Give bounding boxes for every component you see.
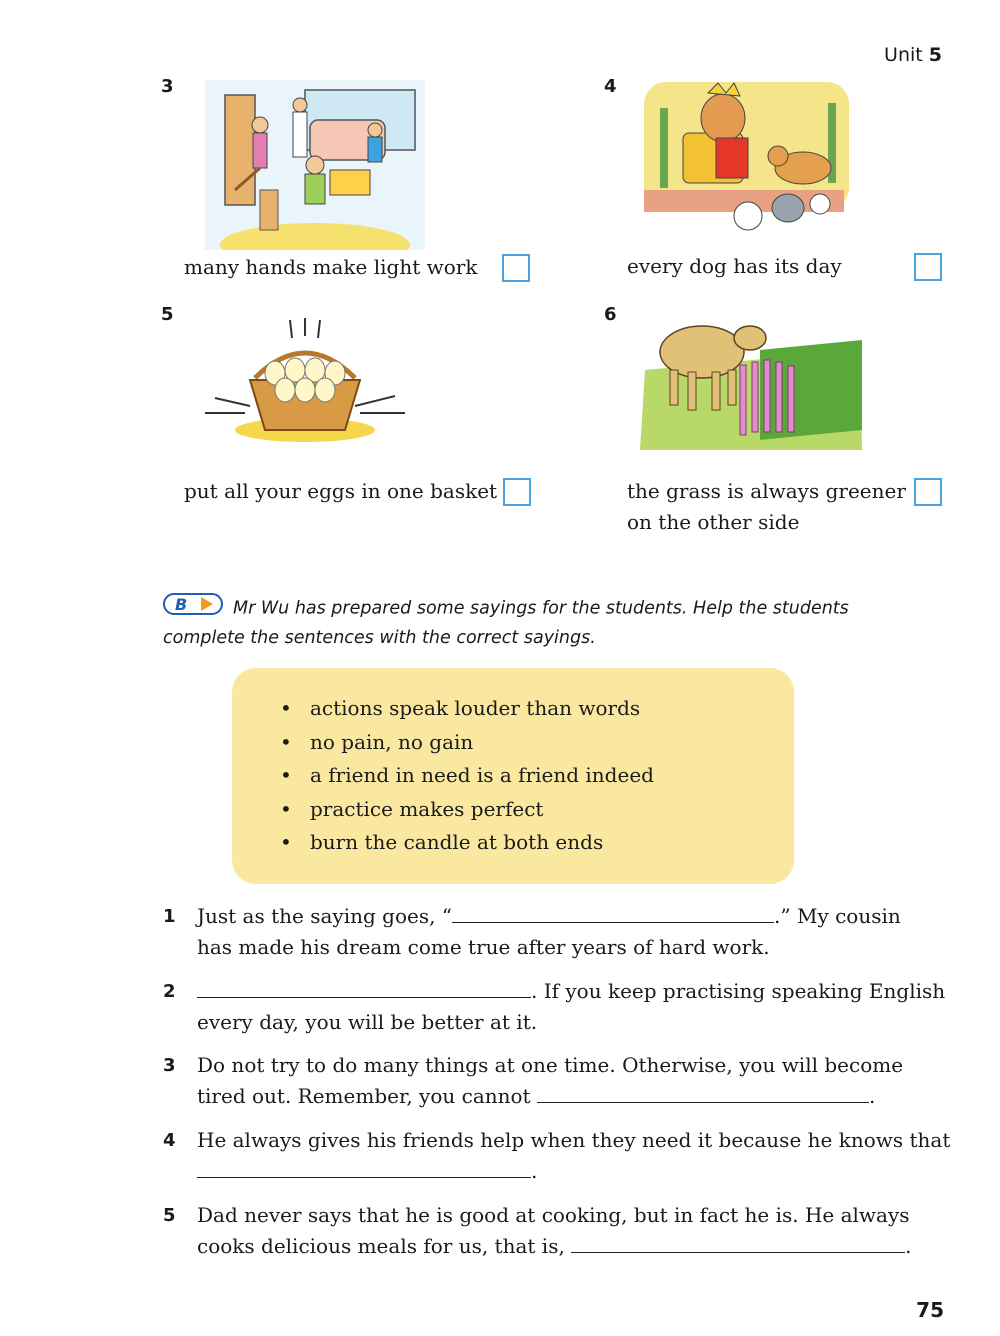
caption-picture-6-line1: the grass is always greener — [627, 479, 906, 503]
question-text: He always gives his friends help when they need it because he knows that — [197, 1128, 951, 1152]
saying-text: actions speak louder than words — [310, 696, 641, 720]
answer-checkbox-6[interactable] — [914, 478, 942, 506]
bullet: • — [280, 696, 292, 720]
picture-number-3: 3 — [161, 76, 174, 97]
question-1 — [163, 901, 953, 963]
section-b-badge — [163, 592, 225, 625]
answer-blank-5[interactable] — [571, 1232, 905, 1253]
answer-blank-1[interactable] — [452, 902, 774, 923]
caption-picture-3: many hands make light work — [184, 255, 478, 279]
answer-checkbox-4[interactable] — [914, 253, 942, 281]
bullet: • — [280, 830, 292, 855]
picture-number-6: 6 — [604, 304, 617, 325]
answer-blank-4[interactable] — [197, 1157, 531, 1178]
picture-number-5: 5 — [161, 304, 174, 325]
illustration-many-hands — [205, 80, 425, 250]
question-text: . — [868, 1084, 876, 1108]
caption-picture-5: put all your eggs in one basket — [184, 479, 498, 503]
unit-word: Unit — [884, 44, 923, 66]
question-3 — [163, 1050, 953, 1112]
question-text: has made his dream come true after years of hard work. — [197, 935, 770, 959]
question-number: 4 — [163, 1130, 176, 1151]
saying-item — [280, 726, 794, 760]
illustration-eggs-basket — [200, 318, 410, 448]
saying-text: practice makes perfect — [310, 796, 544, 821]
page-number: 75 — [916, 1298, 944, 1322]
illustration-dog-day — [638, 78, 856, 244]
instruction-line-1: Mr Wu has prepared some sayings for the students. Help the students — [233, 598, 849, 619]
bullet: • — [280, 763, 292, 788]
answer-checkbox-5[interactable] — [503, 478, 531, 506]
saying-item — [280, 826, 794, 860]
saying-item — [280, 759, 794, 793]
sayings-box — [232, 668, 794, 884]
answer-blank-2[interactable] — [197, 977, 531, 998]
question-4 — [163, 1125, 953, 1187]
question-text: cooks delicious meals for us, that is, — [197, 1234, 565, 1258]
question-text: . If you keep practising speaking English — [531, 979, 946, 1003]
saying-item — [280, 793, 794, 827]
answer-blank-3[interactable] — [537, 1082, 869, 1103]
bullet: • — [280, 796, 292, 821]
illustration-greener-grass — [640, 310, 865, 460]
saying-item — [280, 692, 794, 726]
caption-picture-6-line2: on the other side — [627, 510, 800, 534]
question-text: . — [905, 1234, 912, 1258]
question-text: Do not try to do many things at one time. Otherwise, you will become — [197, 1053, 904, 1077]
question-number: 2 — [163, 981, 176, 1002]
question-text: every day, you will be better at it. — [197, 1010, 538, 1034]
unit-number: 5 — [928, 44, 942, 66]
caption-picture-4: every dog has its day — [627, 254, 842, 278]
section-b-instruction — [163, 592, 893, 652]
section-b-letter: B — [175, 595, 188, 614]
saying-text: no pain, no gain — [310, 729, 474, 754]
question-text: tired out. Remember, you cannot — [197, 1084, 531, 1108]
unit-label — [884, 44, 942, 66]
question-text: Just as the saying goes, “ — [197, 904, 453, 928]
saying-text: a friend in need is a friend indeed — [310, 763, 654, 788]
saying-text: burn the candle at both ends — [310, 830, 604, 855]
question-2 — [163, 976, 953, 1038]
question-5 — [163, 1200, 953, 1262]
picture-number-4: 4 — [604, 76, 617, 97]
question-number: 5 — [163, 1205, 176, 1226]
question-number: 3 — [163, 1055, 176, 1076]
question-text: Dad never says that he is good at cooking, but in fact he is. He always — [197, 1203, 910, 1227]
answer-checkbox-3[interactable] — [502, 254, 530, 282]
question-text: .” My cousin — [774, 904, 901, 928]
instruction-line-2: complete the sentences with the correct sayings. — [163, 628, 596, 648]
sayings-list — [232, 668, 794, 860]
question-number: 1 — [163, 906, 176, 927]
bullet: • — [280, 729, 292, 754]
question-text: . — [531, 1159, 538, 1183]
